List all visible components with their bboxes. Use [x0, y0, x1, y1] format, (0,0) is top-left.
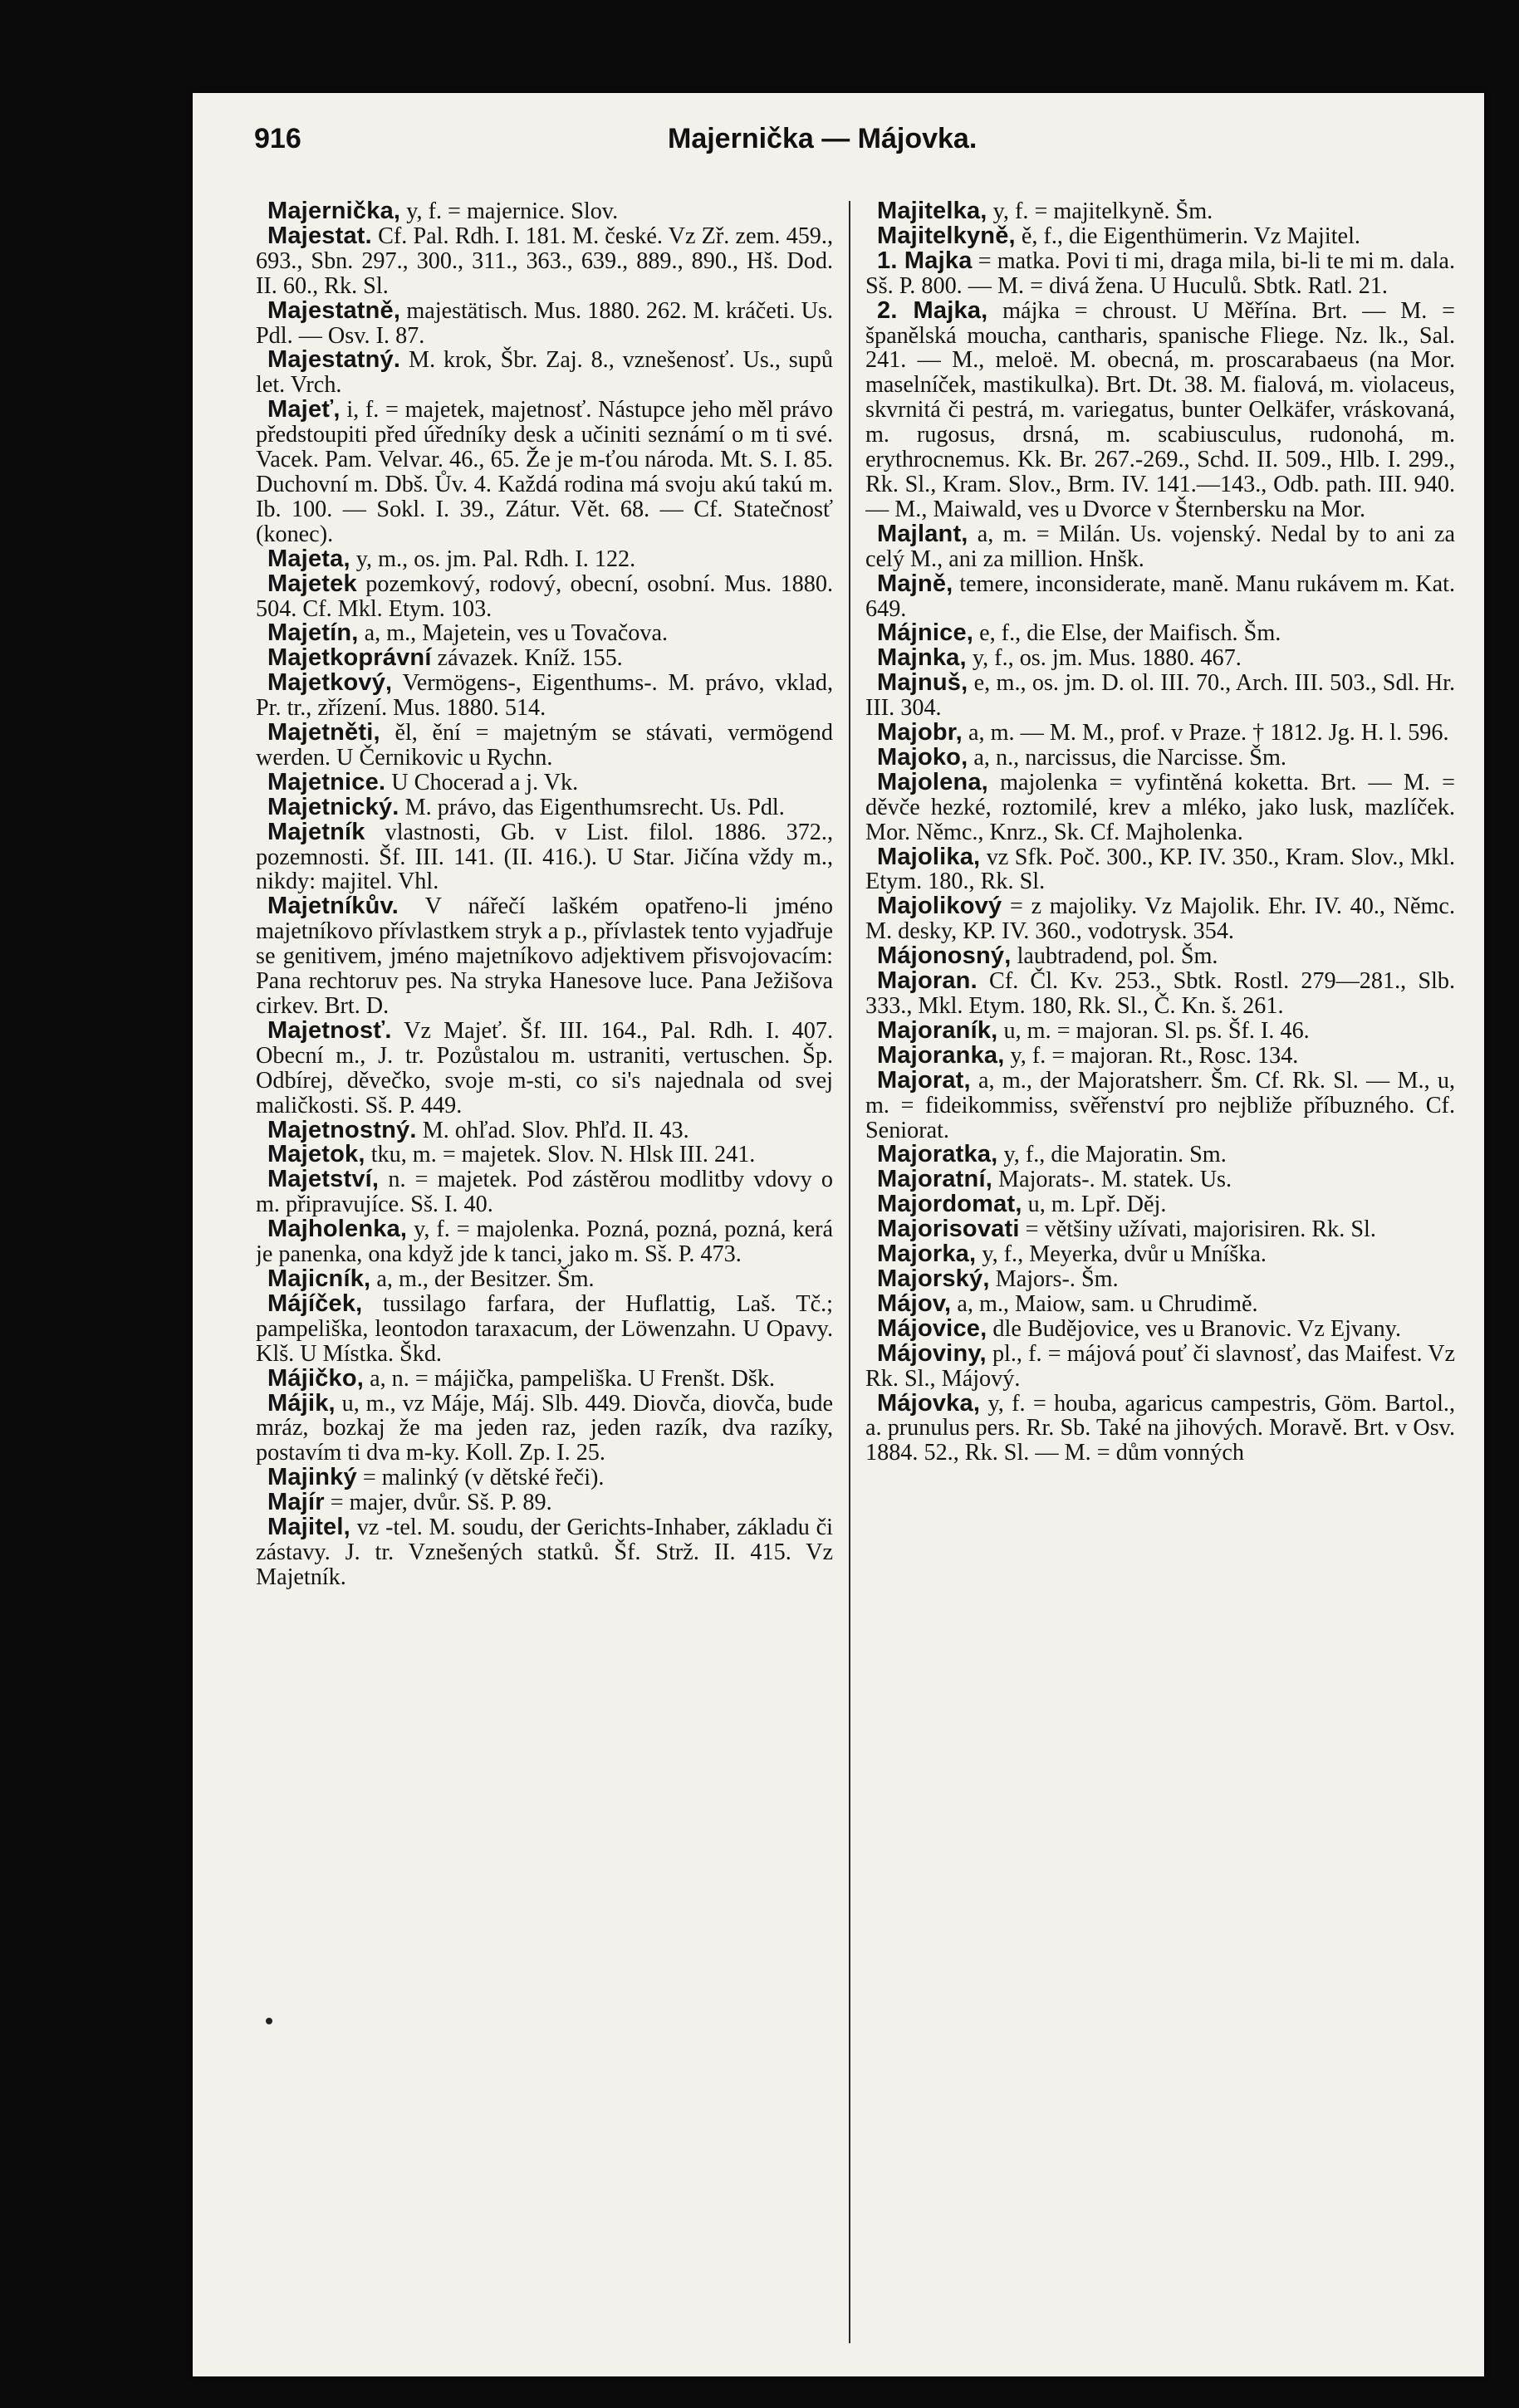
dictionary-entry: [256, 1364, 833, 1392]
entry-text: vz Sfk. Poč. 300., KP. IV. 350., Kram. Slov., Mkl. Etym. 180., Rk. Sl.: [865, 844, 1455, 895]
dictionary-entry: [256, 398, 833, 546]
dictionary-entry: [865, 522, 1455, 572]
entry-headword: Majorisovati: [877, 1216, 1020, 1243]
entry-text: U Chocerad a j. Vk.: [385, 769, 579, 795]
dictionary-entry: [865, 1217, 1455, 1242]
dictionary-entry: [256, 820, 833, 895]
dictionary-entry: [865, 1192, 1455, 1217]
entry-text: u, m. Lpř. Děj.: [1022, 1192, 1167, 1218]
dictionary-entry: [256, 768, 833, 795]
entry-headword: Majicník,: [267, 1265, 371, 1292]
dictionary-entry: [865, 1242, 1455, 1267]
entry-text: y, f. = houba, agaricus campestris, Göm. Bartol., a. prunulus pers. Rr. Sb. Také na jihových. Moravě. Brt. v Osv. 1884. 52., Rk. Sl. — M. = dům vonných: [865, 1390, 1455, 1466]
entry-text: tku, m. = majetek. Slov. N. Hlsk III. 241.: [365, 1142, 756, 1168]
entry-headword: Majolena,: [877, 768, 988, 795]
dictionary-entry: [865, 296, 1455, 522]
dictionary-entry: [256, 1118, 833, 1143]
entry-headword: Majetník: [267, 818, 365, 845]
entry-headword: Majitel,: [267, 1514, 350, 1541]
dictionary-entry: [256, 1143, 833, 1167]
dictionary-entry: [256, 1267, 833, 1292]
entry-text: y, m., os. jm. Pal. Rdh. I. 122.: [350, 546, 636, 572]
entry-headword: Majestatný.: [267, 346, 401, 374]
entry-text: = většiny užívati, majorisiren. Rk. Sl.: [1019, 1216, 1376, 1243]
entry-headword: 1. Majka: [877, 247, 973, 274]
entry-text: tussilago farfara, der Huflattig, Laš. Tč.; pampeliška, leontodon taraxacum, der Löwenzahn. U Opavy. Klš. U Místka. Škd.: [256, 1290, 833, 1367]
entry-headword: Majorat,: [877, 1066, 971, 1094]
entry-headword: Majetek: [267, 570, 357, 597]
entry-headword: Májov,: [877, 1290, 952, 1317]
entry-headword: Majoko,: [877, 743, 968, 771]
entry-text: závazek. Kníž. 155.: [431, 645, 623, 672]
dictionary-entry: [865, 894, 1455, 944]
entry-headword: Majordomat,: [877, 1191, 1022, 1218]
entry-text: e, m., os. jm. D. ol. III. 70., Arch. III. 503., Sdl. Hr. III. 304.: [865, 670, 1455, 722]
dictionary-entry: [256, 1292, 833, 1367]
dictionary-entry: [256, 671, 833, 721]
entry-text: Vermögens-, Eigenthums-. M. právo, vklad, Pr. tr., zřízení. Mus. 1880. 514.: [256, 670, 833, 722]
dictionary-entry: [256, 795, 833, 820]
scanned-page: [193, 93, 1484, 2376]
entry-text: a, m. — M. M., prof. v Praze. † 1812. Jg. H. l. 596.: [962, 720, 1449, 746]
entry-text: ě, f., die Eigenthümerin. Vz Majitel.: [1015, 223, 1360, 249]
entry-text: Cf. Čl. Kv. 253., Sbtk. Rostl. 279—281., Slb. 333., Mkl. Etym. 180, Rk. Sl., Č. Kn. š. 261.: [865, 968, 1455, 1019]
entry-text: vz -tel. M. soudu, der Gerichts-Inhaber, základu či zástavy. J. tr. Vznešených statků. Šf. Strž. II. 415. Vz Majetník.: [256, 1515, 833, 1590]
entry-headword: Majitelka,: [877, 199, 987, 224]
entry-text: n. = majetek. Pod zástěrou modlitby vdovy o m. připravujíce. Sš. I. 40.: [256, 1167, 833, 1218]
entry-headword: Májovice,: [877, 1314, 987, 1342]
dictionary-entry: [865, 1389, 1455, 1466]
dictionary-entry: [865, 944, 1455, 969]
entry-text: a, m., der Majoratsherr. Šm. Cf. Rk. Sl. — M., u, m. = fideikommiss, svěřenství pro nejbliže příbuzného. Cf. Seniorat.: [865, 1067, 1455, 1143]
entry-headword: Majetněti,: [267, 719, 380, 746]
dictionary-entry: [256, 1466, 833, 1490]
entry-headword: Májnice,: [877, 619, 974, 647]
entry-text: temere, inconsiderate, maně. Manu rukávem m. Kat. 649.: [865, 570, 1455, 622]
entry-text: y, f. = majoran. Rt., Rosc. 134.: [1004, 1042, 1299, 1069]
dictionary-entry: [865, 1167, 1455, 1192]
entry-text: y, f., die Majoratin. Sm.: [997, 1142, 1227, 1168]
entry-headword: Majetnostný.: [267, 1116, 417, 1143]
entry-headword: Majestat.: [267, 222, 372, 249]
entry-headword: Majnuš,: [877, 669, 968, 697]
entry-text: a, n., narcissus, die Narcisse. Šm.: [968, 744, 1286, 771]
entry-headword: Majetství,: [267, 1166, 380, 1193]
page-number: 916: [254, 123, 301, 154]
right-column: [865, 199, 1455, 2366]
entry-headword: Majlant,: [877, 520, 968, 547]
left-column: [256, 199, 833, 2366]
entry-headword: Majetnice.: [267, 768, 386, 795]
entry-text: a, m., Maiow, sam. u Chrudimě.: [951, 1290, 1258, 1317]
column-divider: [849, 201, 850, 2343]
entry-text: Majors-. Šm.: [989, 1265, 1119, 1292]
dictionary-entry: [256, 1167, 833, 1217]
entry-text: y, f., os. jm. Mus. 1880. 467.: [966, 645, 1242, 672]
entry-text: V nářečí laškém opatřeno-li jméno majetníkovo přívlastkem stryk a p., přívlastek tento vyjadřuje se genitivem, jméno majetníkovo adjektivem přisvojovacím: Pana rechtoruv pes. Na stryka Hanesove luce. Pana Ježišova cirkev. Brt. D.: [256, 893, 833, 1019]
entry-headword: Majetkoprávní: [267, 644, 432, 672]
entry-headword: Majinký: [267, 1464, 357, 1491]
entry-text: y, f. = majernice. Slov.: [400, 199, 619, 224]
entry-text: vlastnosti, Gb. v List. filol. 1886. 372., pozemnosti. Šf. III. 141. (II. 416.). U Star. Jičína vždy m., nikdy: majitel. Vhl.: [256, 819, 833, 895]
entry-headword: Majeť,: [267, 396, 341, 423]
entry-headword: Majetín,: [267, 619, 359, 647]
entry-text: = majer, dvůr. Sš. P. 89.: [324, 1490, 552, 1516]
entry-text: M. právo, das Eigenthumsrecht. Us. Pdl.: [399, 794, 785, 820]
entry-headword: Majetnosť.: [267, 1016, 392, 1044]
dictionary-entry: [256, 621, 833, 646]
entry-headword: Majolikový: [877, 893, 1002, 920]
dictionary-entry: [865, 721, 1455, 746]
entry-headword: Majolika,: [877, 843, 981, 870]
entry-headword: Majoratka,: [877, 1141, 998, 1168]
entry-headword: Majobr,: [877, 719, 963, 746]
entry-text: y, f. = majolenka. Pozná, pozná, pozná, kerá je panenka, ona když jde k tanci, jako m. Sš. P. 473.: [256, 1216, 833, 1268]
entry-text: Majorats-. M. statek. Us.: [992, 1167, 1232, 1193]
dictionary-entry: [865, 1066, 1455, 1143]
entry-headword: Májoviny,: [877, 1339, 987, 1367]
entry-headword: Májičko,: [267, 1364, 365, 1392]
entry-text: pozemkový, rodový, obecní, osobní. Mus. 1880. 504. Cf. Mkl. Etym. 103.: [256, 570, 833, 622]
entry-text: a, m., der Besitzer. Šm.: [370, 1265, 595, 1292]
dictionary-entry: [256, 224, 833, 299]
entry-text: majolenka = vyfintěná koketta. Brt. — M. = děvče hezké, roztomilé, krev a mléko, jako lusk, mazlíček. Mor. Němc., Knrz., Sk. Cf. Majholenka.: [865, 769, 1455, 845]
entry-headword: Majetok,: [267, 1141, 365, 1168]
entry-text: dle Budějovice, ves u Branovic. Vz Ejvany.: [987, 1315, 1401, 1342]
dictionary-entry: [256, 721, 833, 771]
dictionary-entry: [865, 845, 1455, 895]
entry-text: M. ohľad. Slov. Phľd. II. 43.: [416, 1117, 689, 1143]
page-header: [254, 123, 1433, 173]
dictionary-entry: [256, 1016, 833, 1118]
entry-text: ěl, ění = majetným se stávati, vermögend werden. U Černikovic u Rychn.: [256, 720, 833, 771]
entry-headword: Majernička,: [267, 199, 401, 224]
entry-headword: Májovka,: [877, 1389, 981, 1417]
dictionary-entry: [865, 671, 1455, 721]
entry-text: a, m., Majetein, ves u Tovačova.: [358, 620, 669, 647]
entry-text: laubtradend, pol. Šm.: [1011, 943, 1218, 970]
entry-headword: Majetkový,: [267, 669, 393, 697]
entry-headword: Majestatně,: [267, 296, 401, 324]
dictionary-entry: [256, 1490, 833, 1515]
dictionary-entry: [865, 768, 1455, 845]
dictionary-entry: [256, 894, 833, 1019]
entry-text: majestätisch. Mus. 1880. 262. M. kráčeti. Us. Pdl. — Osv. I. 87.: [256, 297, 833, 349]
running-head: Majernička — Májovka.: [668, 123, 978, 154]
dictionary-entry: [256, 296, 833, 349]
entry-headword: Majorský,: [877, 1265, 990, 1292]
entry-text: e, f., die Else, der Maifisch. Šm.: [973, 620, 1281, 647]
entry-text: Vz Majeť. Šf. III. 164., Pal. Rdh. I. 407. Obecní m., J. tr. Pozůstalou m. ustraniti, vertuschen. Šp. Odbírej, děvečko, svoje m-sti, co si's najednala od svej maličkosti. Sš. P. 449.: [256, 1017, 833, 1118]
entry-headword: 2. Majka,: [877, 296, 988, 324]
dictionary-entry: [256, 199, 833, 224]
entry-text: u, m., vz Máje, Máj. Slb. 449. Diovča, diovča, bude mráz, bozkaj že ma jeden raz, jeden razík, dva razíky, postavím ti dva m-ky. Koll. Zp. I. 25.: [256, 1390, 833, 1466]
entry-text: u, m. = majoran. Sl. ps. Šf. I. 46.: [997, 1017, 1310, 1044]
entry-headword: Majoraník,: [877, 1016, 998, 1044]
entry-text: = z majoliky. Vz Majolik. Ehr. IV. 40., Němc. M. desky, KP. IV. 360., vodotrysk. 354.: [865, 893, 1455, 945]
dictionary-entry: [865, 249, 1455, 299]
entry-text: pl., f. = májová pouť či slavnosť, das Maifest. Vz Rk. Sl., Májový.: [865, 1340, 1455, 1392]
dictionary-entry: [256, 1217, 833, 1267]
entry-text: májka = chroust. U Měřína. Brt. — M. = španělská moucha, cantharis, spanische Fliege. Nz. lk., Sal. 241. — M., meloë. M. obecná, m. proscarabaeus (na Mor. maselníček, mastikulka). Brt. Dt. 38. M. fialová, m. violaceus, skvrnitá či pestrá, m. variegatus, bunter Oelkäfer, vráskovaná, m. rugosus, drsná, m. scabiusculus, rudonohá, m. erythrocnemus. Kk. Br. 267.-269., Schd. II. 509., Hlb. I. 299., Rk. Sl., Kram. Slov., Brm. IV. 141.—143., Odb. path. III. 940. — M., Maiwald, ves u Dvorce v Šternbersku na Mor.: [865, 297, 1455, 522]
entry-text: y, f., Meyerka, dvůr u Mníška.: [976, 1241, 1267, 1268]
entry-headword: Majitelkyně,: [877, 222, 1016, 249]
entry-headword: Majeta,: [267, 545, 350, 572]
entry-text: a, n. = májička, pampeliška. U Frenšt. Dšk.: [364, 1365, 776, 1392]
entry-headword: Majoran.: [877, 967, 978, 995]
dictionary-entry: [865, 1267, 1455, 1292]
dictionary-entry: [865, 646, 1455, 671]
dictionary-entry: [865, 199, 1455, 224]
dictionary-entry: [865, 1292, 1455, 1317]
dictionary-entry: [865, 572, 1455, 622]
entry-text: i, f. = majetek, majetnosť. Nástupce jeho měl právo předstoupiti před úředníky desk a učiniti seznámí o m ti své. Vacek. Pam. Velvar. 46., 65. Že je m-ťou národa. Mt. S. I. 85. Duchovní m. Dbš. Ův. 4. Každá rodina má svoju akú takú m. Ib. 100. — Sokl. I. 39., Zátur. Vět. 68. — Cf. Statečnosť (konec).: [256, 397, 833, 547]
dictionary-entry: [865, 1339, 1455, 1392]
entry-headword: Majorka,: [877, 1241, 977, 1268]
dictionary-entry: [865, 224, 1455, 249]
dictionary-entry: [865, 1143, 1455, 1167]
dictionary-entry: [256, 547, 833, 572]
entry-headword: Májíček,: [267, 1290, 363, 1317]
entry-headword: Majně,: [877, 570, 953, 597]
entry-text: Cf. Pal. Rdh. I. 181. M. české. Vz Zř. zem. 459., 693., Sbn. 297., 300., 311., 363., 639., 889., 890., Hš. Dod. II. 60., Rk. Sl.: [256, 223, 833, 299]
dictionary-entry: [865, 743, 1455, 771]
dictionary-entry: [256, 572, 833, 622]
entry-text: a, m. = Milán. Us. vojenský. Nedal by to ani za celý M., ani za million. Hnšk.: [865, 521, 1455, 572]
dictionary-entry: [865, 969, 1455, 1019]
entry-headword: Majoranka,: [877, 1041, 1005, 1069]
entry-text: = malinký (v dětské řeči).: [356, 1465, 605, 1491]
entry-text: = matka. Povi ti mi, draga mila, bi-li te mi m. dala. Sš. P. 800. — M. = divá žena. U Huculů. Sbtk. Ratl. 21.: [865, 247, 1455, 299]
dictionary-entry: [256, 1389, 833, 1466]
entry-headword: Majholenka,: [267, 1216, 408, 1243]
dictionary-entry: [256, 348, 833, 398]
entry-headword: Majetníkův.: [267, 893, 399, 920]
dictionary-entry: [256, 1515, 833, 1590]
entry-text: M. krok, Šbr. Zaj. 8., vznešenosť. Us., supů let. Vrch.: [256, 347, 833, 399]
entry-headword: Majoratní,: [877, 1166, 992, 1193]
ink-spot: [266, 2018, 272, 2024]
entry-headword: Májik,: [267, 1389, 336, 1417]
dictionary-entry: [865, 1016, 1455, 1044]
dictionary-entry: [865, 1314, 1455, 1342]
entry-text: y, f. = majitelkyně. Šm.: [987, 199, 1213, 224]
dictionary-entry: [256, 646, 833, 671]
entry-headword: Majetnický.: [267, 793, 399, 820]
entry-headword: Majnka,: [877, 644, 967, 672]
entry-headword: Majír: [267, 1489, 325, 1516]
dictionary-entry: [865, 1041, 1455, 1069]
dictionary-entry: [865, 621, 1455, 646]
entry-headword: Májonosný,: [877, 942, 1012, 970]
